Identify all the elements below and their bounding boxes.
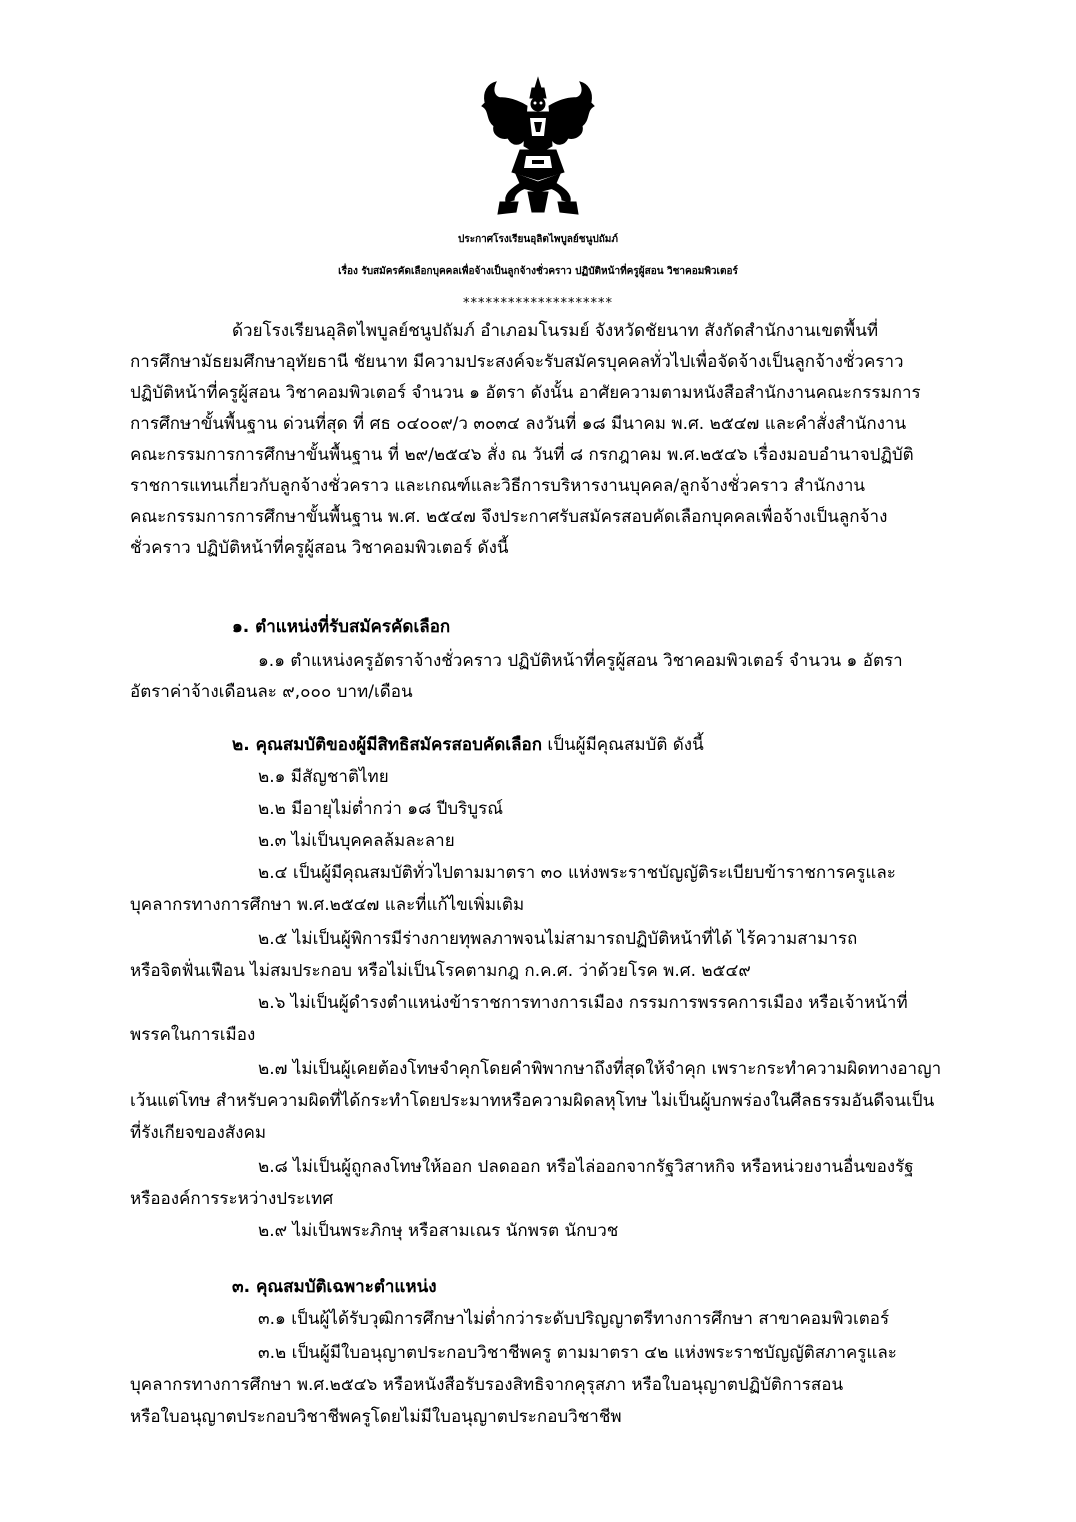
section2-item: ๒.๖ ไม่เป็นผู้ดำรงตำแหน่งข้าราชการทางการเมือง กรรมการพรรคการเมือง หรือเจ้าหน้าที่: [258, 993, 908, 1013]
section1-line-2: อัตราค่าจ้างเดือนละ ๙,๐๐๐ บาท/เดือน: [130, 682, 413, 702]
section3-item: ๓.๑ เป็นผู้ได้รับวุฒิการศึกษาไม่ต่ำกว่าระดับปริญญาตรีทางการศึกษา สาขาคอมพิวเตอร์: [258, 1309, 890, 1329]
section2-item-continued: พรรคในการเมือง: [130, 1025, 256, 1045]
section1-line-1: ๑.๑ ตำแหน่งครูอัตราจ้างชั่วคราว ปฏิบัติหน้าที่ครูผู้สอน วิชาคอมพิวเตอร์ จำนวน ๑ อัตรา: [258, 651, 903, 671]
announcement-subject: เรื่อง รับสมัครคัดเลือกบุคคลเพื่อจ้างเป็นลูกจ้างชั่วคราว ปฏิบัติหน้าที่ครูผู้สอน วิชาคอมพิวเตอร์: [338, 266, 738, 277]
section1-heading: ๑. ตำแหน่งที่รับสมัครคัดเลือก: [232, 617, 451, 637]
section2-item: ๒.๕ ไม่เป็นผู้พิการมีร่างกายทุพลภาพจนไม่สามารถปฏิบัติหน้าที่ได้ ไร้ความสามารถ: [258, 929, 858, 949]
section2-item: ๒.๓ ไม่เป็นบุคคลล้มละลาย: [258, 831, 455, 851]
section2-item: ๒.๙ ไม่เป็นพระภิกษุ หรือสามเณร นักพรต นักบวช: [258, 1221, 619, 1241]
intro-line-7: คณะกรรมการการศึกษาขั้นพื้นฐาน พ.ศ. ๒๕๔๗ จึงประกาศรับสมัครสอบคัดเลือกบุคคลเพื่อจ้างเป็นลูกจ้าง: [130, 507, 888, 527]
intro-line-1: ด้วยโรงเรียนอุลิตไพบูลย์ชนูปถัมภ์ อำเภอมโนรมย์ จังหวัดชัยนาท สังกัดสำนักงานเขตพื้นที่: [232, 321, 879, 341]
section3-heading: ๓. คุณสมบัติเฉพาะตำแหน่ง: [232, 1277, 437, 1297]
section2-item: ๒.๘ ไม่เป็นผู้ถูกลงโทษให้ออก ปลดออก หรือไล่ออกจากรัฐวิสาหกิจ หรือหน่วยงานอื่นของรัฐ: [258, 1157, 914, 1177]
section2-heading: ๒. คุณสมบัติของผู้มีสิทธิสมัครสอบคัดเลือก เป็นผู้มีคุณสมบัติ ดังนี้: [232, 735, 704, 755]
intro-line-3: ปฏิบัติหน้าที่ครูผู้สอน วิชาคอมพิวเตอร์ จำนวน ๑ อัตรา ดังนั้น อาศัยความตามหนังสือสำนักงานคณะกรรมการ: [130, 383, 921, 403]
intro-line-4: การศึกษาขั้นพื้นฐาน ด่วนที่สุด ที่ ศธ ๐๔๐๐๙/ว ๓๐๓๔ ลงวันที่ ๑๘ มีนาคม พ.ศ. ๒๕๔๗ และคำสั่งสำนักงาน: [130, 414, 907, 434]
section3-item-continued: บุคลากรทางการศึกษา พ.ศ.๒๕๔๖ หรือหนังสือรับรองสิทธิจากคุรุสภา หรือใบอนุญาตปฏิบัติการสอน: [130, 1375, 844, 1395]
section3-item-continued: หรือใบอนุญาตประกอบวิชาชีพครูโดยไม่มีใบอนุญาตประกอบวิชาชีพ: [130, 1407, 622, 1427]
announcement-title: ประกาศโรงเรียนอุลิตไพบูลย์ชนูปถัมภ์: [457, 234, 618, 245]
section2-item: ๒.๒ มีอายุไม่ต่ำกว่า ๑๘ ปีบริบูรณ์: [258, 799, 503, 819]
section3-item: ๓.๒ เป็นผู้มีใบอนุญาตประกอบวิชาชีพครู ตามมาตรา ๔๒ แห่งพระราชบัญญัติสภาครูและ: [258, 1343, 897, 1363]
section2-item-continued: บุคลากรทางการศึกษา พ.ศ.๒๕๔๗ และที่แก้ไขเพิ่มเติม: [130, 895, 525, 915]
intro-line-8: ชั่วคราว ปฏิบัติหน้าที่ครูผู้สอน วิชาคอมพิวเตอร์ ดังนี้: [130, 538, 509, 558]
title-separator: ********************: [463, 296, 613, 311]
intro-line-2: การศึกษามัธยมศึกษาอุทัยธานี ชัยนาท มีความประสงค์จะรับสมัครบุคคลทั่วไปเพื่อจัดจ้างเป็นลูกจ้างชั่วคราว: [130, 352, 904, 372]
section2-item-continued: หรือองค์การระหว่างประเทศ: [130, 1189, 334, 1209]
section2-item: ๒.๗ ไม่เป็นผู้เคยต้องโทษจำคุกโดยคำพิพากษาถึงที่สุดให้จำคุก เพราะกระทำความผิดทางอาญา: [258, 1059, 942, 1079]
section2-item: ๒.๔ เป็นผู้มีคุณสมบัติทั่วไปตามมาตรา ๓๐ แห่งพระราชบัญญัติระเบียบข้าราชการครูและ: [258, 863, 896, 883]
intro-line-5: คณะกรรมการการศึกษาขั้นพื้นฐาน ที่ ๒๙/๒๕๔๖ สั่ง ณ วันที่ ๘ กรกฎาคม พ.ศ.๒๕๔๖ เรื่องมอบอำนาจปฏิบัติ: [130, 445, 914, 465]
garuda-emblem-icon: [480, 76, 596, 218]
section2-item-continued: หรือจิตฟั่นเฟือน ไม่สมประกอบ หรือไม่เป็นโรคตามกฎ ก.ค.ศ. ว่าด้วยโรค พ.ศ. ๒๕๔๙: [130, 961, 751, 981]
section2-item-continued: เว้นแต่โทษ สำหรับความผิดที่ได้กระทำโดยประมาทหรือความผิดลหุโทษ ไม่เป็นผู้บกพร่องในศีลธรรมอันดีจนเป็น: [130, 1091, 935, 1111]
intro-line-6: ราชการแทนเกี่ยวกับลูกจ้างชั่วคราว และเกณฑ์และวิธีการบริหารงานบุคคล/ลูกจ้างชั่วคราว สำนักงาน: [130, 476, 866, 496]
section2-item-continued: ที่รังเกียจของสังคม: [130, 1123, 267, 1143]
section2-item: ๒.๑ มีสัญชาติไทย: [258, 767, 389, 787]
